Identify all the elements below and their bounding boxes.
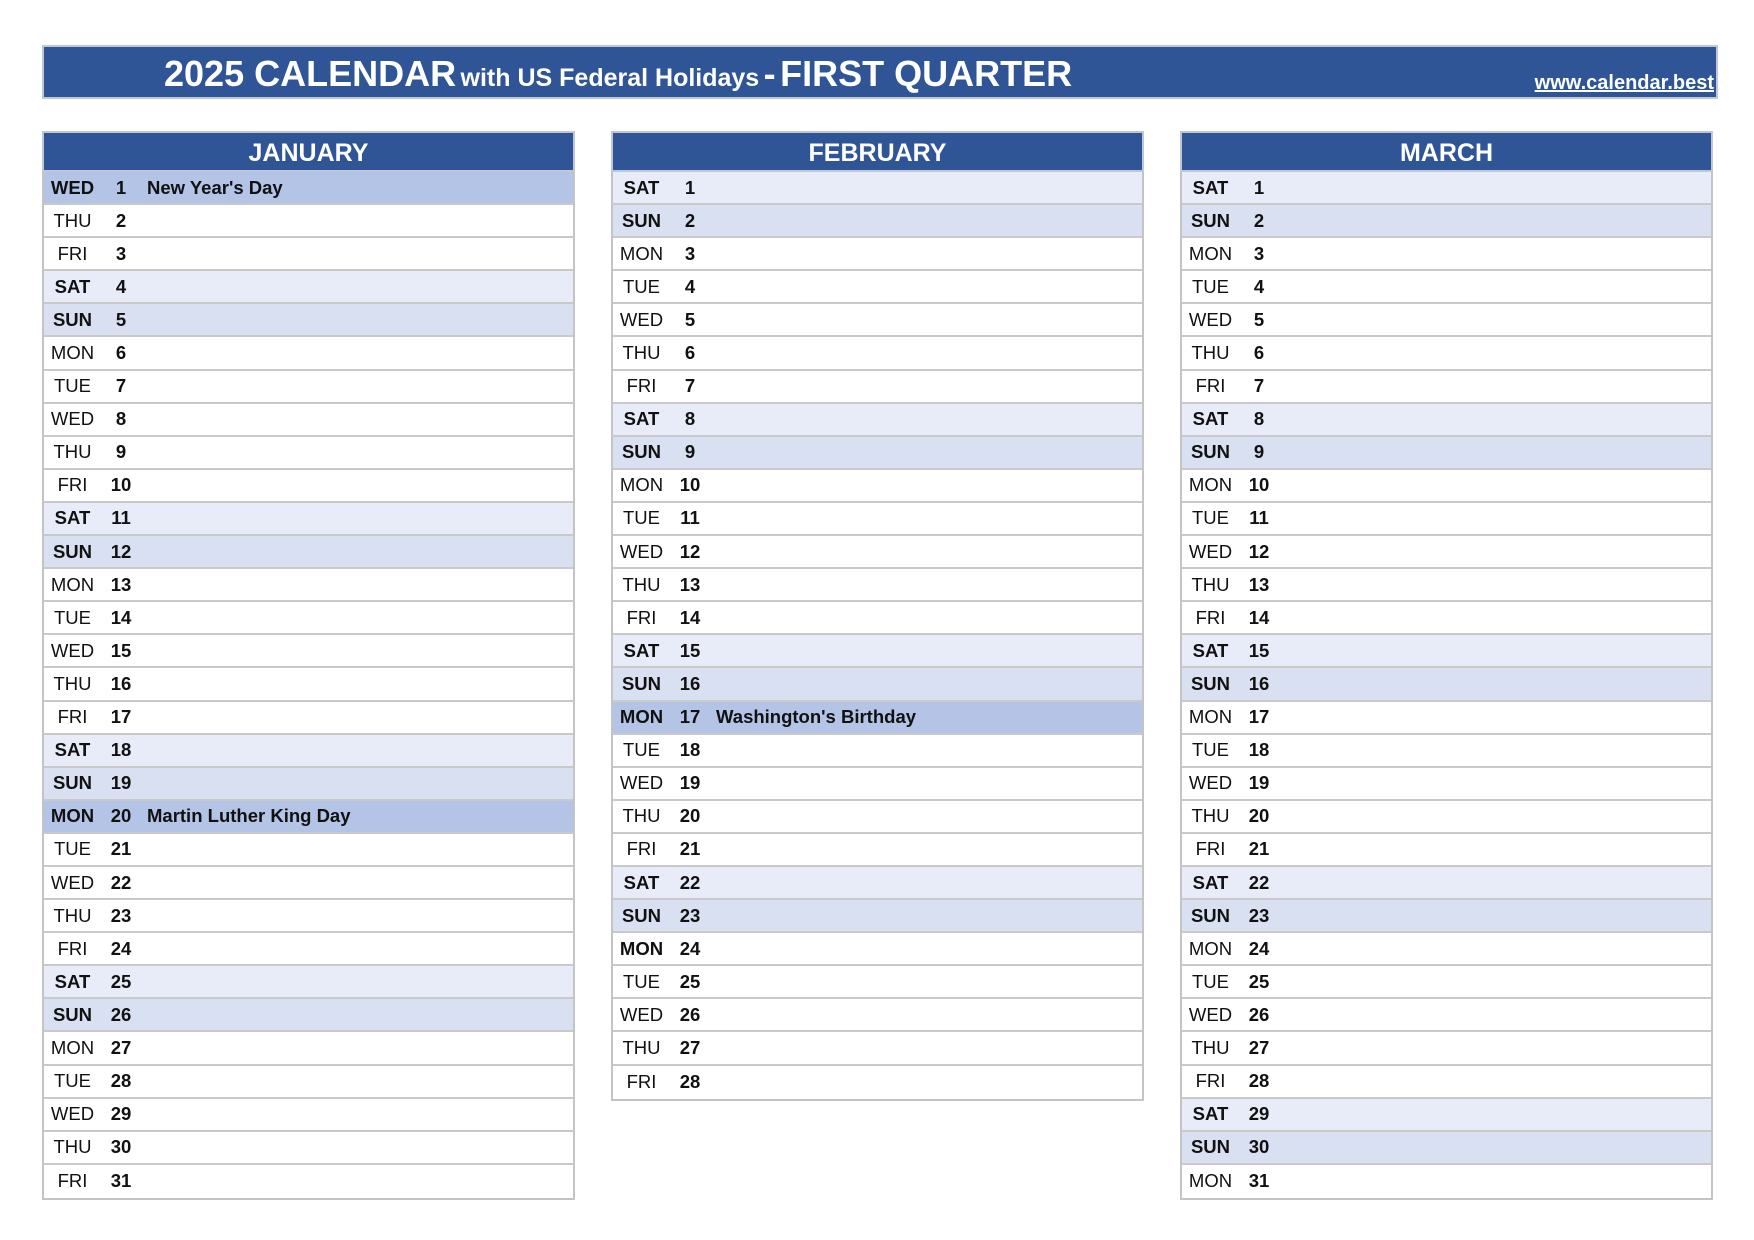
- day-number: 3: [1253, 242, 1265, 264]
- day-of-week: TUE: [54, 1070, 91, 1092]
- day-number: 20: [110, 805, 132, 827]
- day-of-week: SAT: [623, 871, 660, 893]
- month-january: [42, 131, 575, 1200]
- day-row: [613, 437, 1142, 470]
- day-number: 9: [115, 441, 127, 463]
- day-number: 5: [684, 308, 696, 330]
- day-row: [1182, 1165, 1711, 1198]
- day-row: [1182, 966, 1711, 999]
- day-row: [613, 602, 1142, 635]
- day-of-week: SUN: [52, 1003, 93, 1025]
- day-row: [613, 271, 1142, 304]
- day-row: [44, 1132, 573, 1165]
- day-number: 28: [1248, 1070, 1270, 1092]
- day-row: [44, 304, 573, 337]
- day-of-week: TUE: [623, 507, 660, 529]
- title-quarter: FIRST QUARTER: [780, 53, 1073, 94]
- day-of-week: THU: [1191, 342, 1230, 364]
- day-row: [44, 1032, 573, 1065]
- day-row: [44, 337, 573, 370]
- day-number: 20: [1248, 805, 1270, 827]
- month-header: FEBRUARY: [611, 131, 1144, 172]
- day-row: [1182, 337, 1711, 370]
- day-number: 8: [115, 408, 127, 430]
- day-of-week: MON: [1188, 474, 1233, 496]
- day-row: [44, 702, 573, 735]
- day-number: 28: [679, 1071, 701, 1093]
- day-number: 13: [679, 573, 701, 595]
- day-row: [1182, 735, 1711, 768]
- title-year: 2025 CALENDAR: [164, 53, 457, 94]
- holiday-name: Washington's Birthday: [716, 706, 917, 728]
- day-row: [1182, 999, 1711, 1032]
- day-of-week: WED: [1188, 772, 1233, 794]
- day-of-week: WED: [619, 772, 664, 794]
- day-of-week: SAT: [623, 639, 660, 661]
- day-number: 1: [115, 176, 127, 198]
- day-number: 1: [1253, 176, 1265, 198]
- day-list: [1180, 172, 1713, 1200]
- day-row: [1182, 867, 1711, 900]
- day-of-week: WED: [619, 1003, 664, 1025]
- day-row: [613, 404, 1142, 437]
- day-number: 3: [115, 242, 127, 264]
- day-row: [44, 668, 573, 701]
- day-of-week: MON: [619, 474, 664, 496]
- day-number: 6: [1253, 342, 1265, 364]
- day-of-week: SAT: [623, 176, 660, 198]
- day-row: [613, 768, 1142, 801]
- day-row: [613, 172, 1142, 205]
- day-number: 29: [1248, 1103, 1270, 1125]
- day-number: 9: [1253, 441, 1265, 463]
- day-of-week: THU: [53, 672, 92, 694]
- day-row: [613, 834, 1142, 867]
- day-row: [613, 735, 1142, 768]
- day-number: 21: [679, 838, 701, 860]
- day-row: [44, 602, 573, 635]
- day-of-week: TUE: [1192, 970, 1229, 992]
- day-number: 23: [1248, 904, 1270, 926]
- day-of-week: MON: [1188, 706, 1233, 728]
- day-number: 22: [1248, 871, 1270, 893]
- day-row: [1182, 271, 1711, 304]
- day-number: 4: [684, 275, 696, 297]
- day-number: 5: [1253, 308, 1265, 330]
- day-number: 18: [1248, 739, 1270, 761]
- day-number: 3: [684, 242, 696, 264]
- day-of-week: SAT: [1192, 408, 1229, 430]
- day-number: 20: [679, 805, 701, 827]
- website-link[interactable]: www.calendar.best: [1534, 72, 1714, 94]
- day-row: [1182, 503, 1711, 536]
- day-number: 16: [679, 672, 701, 694]
- day-number: 23: [679, 904, 701, 926]
- day-row: [1182, 371, 1711, 404]
- day-number: 25: [679, 970, 701, 992]
- day-row: [613, 933, 1142, 966]
- day-of-week: TUE: [1192, 507, 1229, 529]
- day-number: 30: [110, 1136, 132, 1158]
- day-of-week: FRI: [1195, 1070, 1226, 1092]
- day-number: 11: [111, 507, 131, 529]
- day-number: 24: [110, 937, 132, 959]
- day-row: [1182, 437, 1711, 470]
- day-of-week: SUN: [1190, 904, 1231, 926]
- day-number: 22: [110, 871, 132, 893]
- month-header: MARCH: [1180, 131, 1713, 172]
- day-number: 19: [679, 772, 701, 794]
- day-row: [1182, 470, 1711, 503]
- day-number: 27: [1248, 1036, 1270, 1058]
- day-of-week: SAT: [1192, 1103, 1229, 1125]
- day-number: 21: [1248, 838, 1270, 860]
- day-number: 14: [110, 606, 132, 628]
- day-number: 19: [1248, 772, 1270, 794]
- day-of-week: FRI: [626, 606, 657, 628]
- day-number: 13: [1248, 573, 1270, 595]
- day-row: [613, 867, 1142, 900]
- day-row: [1182, 1032, 1711, 1065]
- day-row: [613, 371, 1142, 404]
- holiday-row: [613, 702, 1142, 735]
- day-number: 7: [1253, 375, 1265, 397]
- day-number: 12: [679, 540, 701, 562]
- day-row: [44, 966, 573, 999]
- day-of-week: SUN: [621, 441, 662, 463]
- day-number: 4: [115, 275, 127, 297]
- day-of-week: WED: [50, 1103, 95, 1125]
- day-row: [44, 404, 573, 437]
- day-of-week: MON: [50, 1036, 95, 1058]
- day-number: 18: [110, 739, 132, 761]
- day-number: 21: [110, 838, 132, 860]
- day-row: [613, 900, 1142, 933]
- day-number: 31: [110, 1170, 132, 1192]
- day-number: 16: [110, 672, 132, 694]
- title-separator: -: [763, 53, 776, 94]
- day-of-week: WED: [50, 871, 95, 893]
- day-number: 2: [684, 209, 696, 231]
- day-row: [44, 768, 573, 801]
- day-of-week: THU: [53, 441, 92, 463]
- day-row: [613, 470, 1142, 503]
- day-row: [613, 536, 1142, 569]
- month-february: [611, 131, 1144, 1101]
- day-of-week: WED: [619, 540, 664, 562]
- day-number: 15: [110, 639, 132, 661]
- day-row: [613, 503, 1142, 536]
- holiday-row: [44, 172, 573, 205]
- day-row: [44, 933, 573, 966]
- day-row: [1182, 304, 1711, 337]
- day-of-week: THU: [622, 805, 661, 827]
- day-row: [1182, 238, 1711, 271]
- day-of-week: MON: [50, 573, 95, 595]
- day-of-week: SUN: [1190, 1136, 1231, 1158]
- day-row: [613, 999, 1142, 1032]
- day-of-week: WED: [1188, 308, 1233, 330]
- day-number: 22: [679, 871, 701, 893]
- day-of-week: WED: [50, 639, 95, 661]
- day-row: [44, 1165, 573, 1198]
- day-number: 7: [684, 375, 696, 397]
- day-number: 12: [1248, 540, 1270, 562]
- day-of-week: SAT: [1192, 871, 1229, 893]
- day-number: 17: [679, 706, 701, 728]
- day-number: 17: [110, 706, 132, 728]
- day-of-week: MON: [619, 242, 664, 264]
- day-number: 18: [679, 739, 701, 761]
- day-of-week: THU: [53, 904, 92, 926]
- day-row: [613, 304, 1142, 337]
- day-of-week: MON: [619, 706, 664, 728]
- day-of-week: SUN: [1190, 209, 1231, 231]
- day-number: 1: [684, 176, 696, 198]
- day-row: [1182, 768, 1711, 801]
- day-row: [44, 205, 573, 238]
- day-row: [613, 801, 1142, 834]
- day-row: [44, 371, 573, 404]
- day-of-week: THU: [622, 1036, 661, 1058]
- day-of-week: SUN: [52, 540, 93, 562]
- day-of-week: THU: [622, 573, 661, 595]
- day-number: 6: [684, 342, 696, 364]
- day-number: 27: [679, 1036, 701, 1058]
- day-number: 4: [1253, 275, 1265, 297]
- day-row: [1182, 1099, 1711, 1132]
- day-row: [613, 668, 1142, 701]
- day-of-week: TUE: [1192, 739, 1229, 761]
- day-number: 2: [115, 209, 127, 231]
- day-number: 26: [679, 1003, 701, 1025]
- day-number: 30: [1248, 1136, 1270, 1158]
- day-of-week: THU: [1191, 573, 1230, 595]
- day-row: [44, 735, 573, 768]
- day-of-week: SUN: [1190, 441, 1231, 463]
- day-number: 23: [110, 904, 132, 926]
- day-row: [613, 205, 1142, 238]
- day-of-week: TUE: [54, 606, 91, 628]
- day-of-week: TUE: [623, 739, 660, 761]
- day-row: [44, 999, 573, 1032]
- day-row: [44, 1099, 573, 1132]
- day-list: [42, 172, 575, 1200]
- day-number: 14: [679, 606, 701, 628]
- day-of-week: FRI: [626, 838, 657, 860]
- day-row: [44, 238, 573, 271]
- day-of-week: FRI: [57, 706, 88, 728]
- day-of-week: TUE: [623, 275, 660, 297]
- day-row: [44, 470, 573, 503]
- day-row: [44, 536, 573, 569]
- day-of-week: WED: [619, 308, 664, 330]
- month-header: JANUARY: [42, 131, 575, 172]
- day-of-week: FRI: [57, 1170, 88, 1192]
- day-of-week: FRI: [1195, 838, 1226, 860]
- day-of-week: MON: [50, 342, 95, 364]
- day-row: [44, 271, 573, 304]
- day-row: [1182, 172, 1711, 205]
- day-of-week: SUN: [621, 672, 662, 694]
- day-of-week: WED: [50, 176, 95, 198]
- day-number: 16: [1248, 672, 1270, 694]
- day-row: [1182, 834, 1711, 867]
- title-subtitle: with US Federal Holidays: [460, 64, 760, 92]
- day-row: [1182, 668, 1711, 701]
- day-row: [613, 1066, 1142, 1099]
- day-of-week: THU: [53, 209, 92, 231]
- day-of-week: MON: [1188, 1170, 1233, 1192]
- day-of-week: WED: [1188, 1003, 1233, 1025]
- day-number: 10: [679, 474, 701, 496]
- day-row: [44, 569, 573, 602]
- day-of-week: SUN: [52, 308, 93, 330]
- day-number: 6: [115, 342, 127, 364]
- day-of-week: WED: [1188, 540, 1233, 562]
- holiday-name: Martin Luther King Day: [147, 805, 351, 827]
- day-row: [613, 635, 1142, 668]
- day-of-week: MON: [1188, 937, 1233, 959]
- page-title: [164, 47, 1072, 97]
- day-of-week: SUN: [1190, 672, 1231, 694]
- day-of-week: SUN: [621, 209, 662, 231]
- day-of-week: TUE: [54, 838, 91, 860]
- day-of-week: FRI: [57, 937, 88, 959]
- day-of-week: TUE: [1192, 275, 1229, 297]
- day-of-week: FRI: [57, 474, 88, 496]
- day-number: 13: [110, 573, 132, 595]
- day-of-week: SAT: [54, 970, 91, 992]
- day-of-week: FRI: [57, 242, 88, 264]
- day-of-week: MON: [619, 937, 664, 959]
- day-row: [1182, 404, 1711, 437]
- day-of-week: TUE: [623, 970, 660, 992]
- day-number: 8: [1253, 408, 1265, 430]
- day-row: [613, 966, 1142, 999]
- day-row: [1182, 1066, 1711, 1099]
- day-number: 11: [1249, 507, 1269, 529]
- day-number: 15: [1248, 639, 1270, 661]
- day-number: 25: [110, 970, 132, 992]
- day-row: [44, 834, 573, 867]
- day-of-week: THU: [1191, 805, 1230, 827]
- day-row: [613, 569, 1142, 602]
- day-number: 5: [115, 308, 127, 330]
- day-number: 26: [110, 1003, 132, 1025]
- day-number: 15: [679, 639, 701, 661]
- holiday-name: New Year's Day: [147, 176, 283, 198]
- day-number: 9: [684, 441, 696, 463]
- day-of-week: MON: [1188, 242, 1233, 264]
- day-number: 14: [1248, 606, 1270, 628]
- day-of-week: FRI: [1195, 606, 1226, 628]
- day-of-week: MON: [50, 805, 95, 827]
- day-of-week: WED: [50, 408, 95, 430]
- day-row: [1182, 205, 1711, 238]
- day-row: [1182, 569, 1711, 602]
- day-row: [1182, 602, 1711, 635]
- day-number: 31: [1248, 1170, 1270, 1192]
- day-row: [44, 900, 573, 933]
- day-row: [1182, 801, 1711, 834]
- day-number: 27: [110, 1036, 132, 1058]
- day-of-week: SAT: [1192, 176, 1229, 198]
- day-number: 19: [110, 772, 132, 794]
- day-row: [613, 337, 1142, 370]
- day-row: [1182, 1132, 1711, 1165]
- day-of-week: FRI: [1195, 375, 1226, 397]
- day-row: [613, 238, 1142, 271]
- day-of-week: SUN: [621, 904, 662, 926]
- day-of-week: SUN: [52, 772, 93, 794]
- day-row: [1182, 900, 1711, 933]
- day-of-week: THU: [53, 1136, 92, 1158]
- day-row: [1182, 536, 1711, 569]
- day-number: 10: [110, 474, 132, 496]
- day-number: 28: [110, 1070, 132, 1092]
- day-number: 17: [1248, 706, 1270, 728]
- day-row: [1182, 702, 1711, 735]
- day-of-week: THU: [622, 342, 661, 364]
- day-number: 24: [1248, 937, 1270, 959]
- holiday-row: [44, 801, 573, 834]
- day-number: 12: [110, 540, 132, 562]
- day-number: 26: [1248, 1003, 1270, 1025]
- day-number: 7: [115, 375, 127, 397]
- day-of-week: TUE: [54, 375, 91, 397]
- day-number: 24: [679, 937, 701, 959]
- day-of-week: SAT: [623, 408, 660, 430]
- day-row: [1182, 635, 1711, 668]
- day-number: 11: [680, 507, 700, 529]
- day-of-week: FRI: [626, 375, 657, 397]
- day-number: 10: [1248, 474, 1270, 496]
- day-row: [44, 437, 573, 470]
- day-row: [1182, 933, 1711, 966]
- day-of-week: SAT: [1192, 639, 1229, 661]
- month-march: [1180, 131, 1713, 1200]
- day-row: [44, 1066, 573, 1099]
- day-number: 25: [1248, 970, 1270, 992]
- title-bar: [42, 45, 1718, 99]
- day-of-week: THU: [1191, 1036, 1230, 1058]
- day-list: [611, 172, 1144, 1101]
- day-row: [613, 1032, 1142, 1065]
- day-number: 29: [110, 1103, 132, 1125]
- day-of-week: SAT: [54, 507, 91, 529]
- day-of-week: SAT: [54, 275, 91, 297]
- day-number: 2: [1253, 209, 1265, 231]
- day-of-week: FRI: [626, 1071, 657, 1093]
- day-row: [44, 635, 573, 668]
- day-number: 8: [684, 408, 696, 430]
- day-of-week: SAT: [54, 739, 91, 761]
- day-row: [44, 867, 573, 900]
- day-row: [44, 503, 573, 536]
